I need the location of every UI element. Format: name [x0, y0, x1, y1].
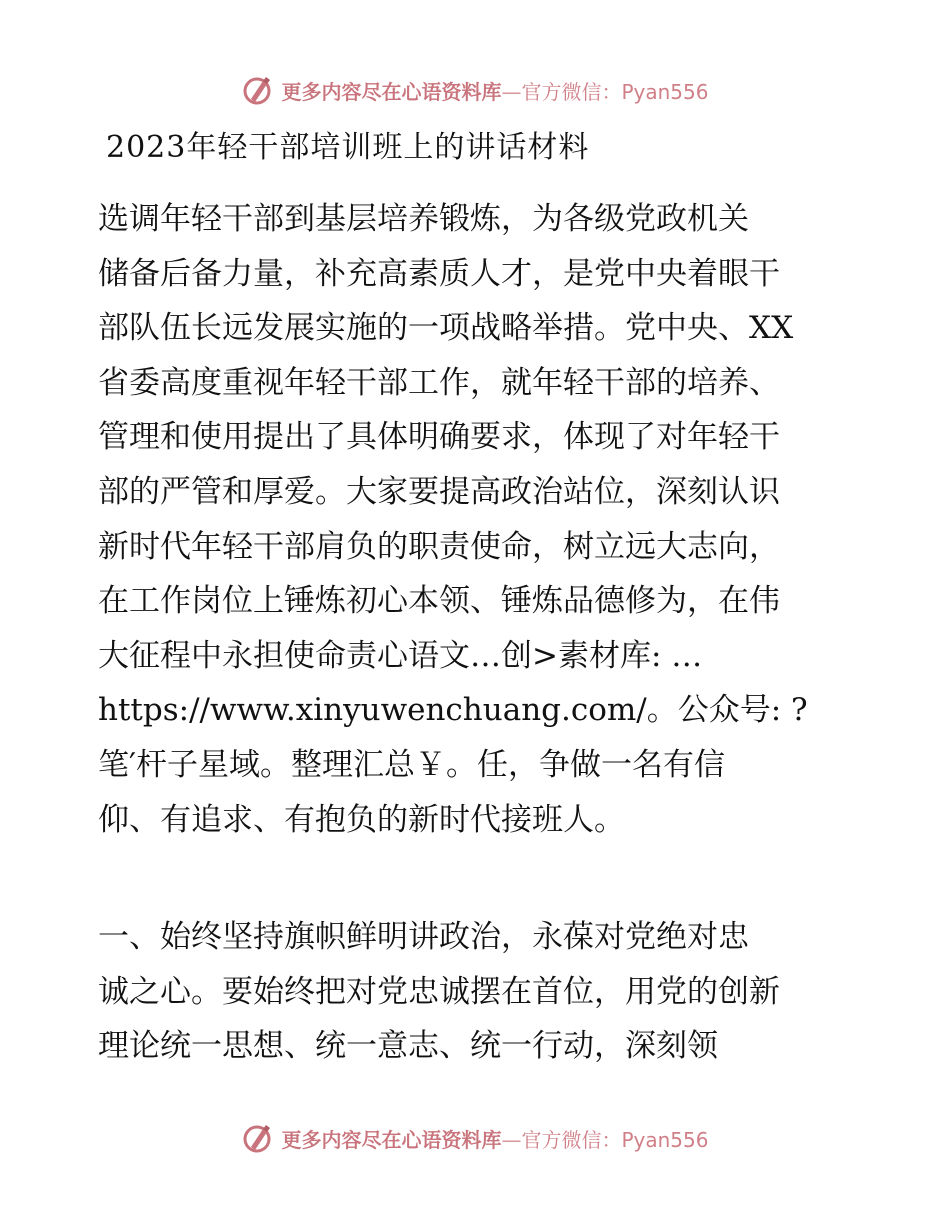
- text-line: 在工作岗位上锤炼初心本领、锤炼品德修为，在伟: [98, 583, 780, 620]
- text-line: 诚之心。要始终把对党忠诚摆在首位，用党的创新: [98, 973, 780, 1010]
- text-line: 部队伍长远发展实施的一项战略举措。党中央、XX: [98, 310, 794, 347]
- footer-watermark-banner: [0, 1118, 950, 1158]
- pen-logo-icon: [241, 1121, 275, 1155]
- watermark-separator: —: [501, 79, 522, 104]
- text-line: 仰、有追求、有抱负的新时代接班人。: [98, 801, 625, 838]
- watermark-wechat-text: 官方微信：Pyan556: [521, 79, 709, 104]
- watermark-wechat-text: 官方微信：Pyan556: [521, 1127, 709, 1152]
- paragraph-2: [98, 910, 868, 1074]
- watermark-separator: —: [501, 1127, 522, 1152]
- text-line: 新时代年轻干部肩负的职责使命，树立远大志向，: [98, 528, 780, 565]
- text-line: 理论统一思想、统一意志、统一行动，深刻领: [98, 1028, 718, 1065]
- text-line: 储备后备力量，补充高素质人才，是党中央着眼干: [98, 255, 780, 292]
- document-title: 2023年轻干部培训班上的讲话材料: [106, 130, 590, 165]
- section-heading-line: 一、始终坚持旗帜鲜明讲政治，永葆对党绝对忠: [98, 919, 749, 955]
- header-watermark-banner: [0, 70, 950, 110]
- pen-logo-icon: [241, 73, 275, 107]
- watermark-text: [281, 76, 708, 105]
- watermark-main-text: 更多内容尽在心语资料库: [281, 1127, 502, 1152]
- text-line: 笔′杆子星域。整理汇总￥。任，争做一名有信: [98, 746, 726, 783]
- text-line: 大征程中永担使命责心语文…创>素材库: …: [98, 637, 703, 674]
- watermark-main-text: 更多内容尽在心语资料库: [281, 79, 502, 104]
- paragraph-1: [98, 192, 868, 847]
- watermark-text: [281, 1124, 708, 1153]
- text-line: 管理和使用提出了具体明确要求，体现了对年轻干: [98, 419, 780, 456]
- text-line: 选调年轻干部到基层培养锻炼，为各级党政机关: [98, 201, 749, 237]
- text-line-url: https://www.xinyuwenchuang.com/。公众号: ?: [98, 692, 808, 729]
- text-line: 部的严管和厚爱。大家要提高政治站位，深刻认识: [98, 473, 780, 510]
- text-line: 省委高度重视年轻干部工作，就年轻干部的培养、: [98, 364, 780, 401]
